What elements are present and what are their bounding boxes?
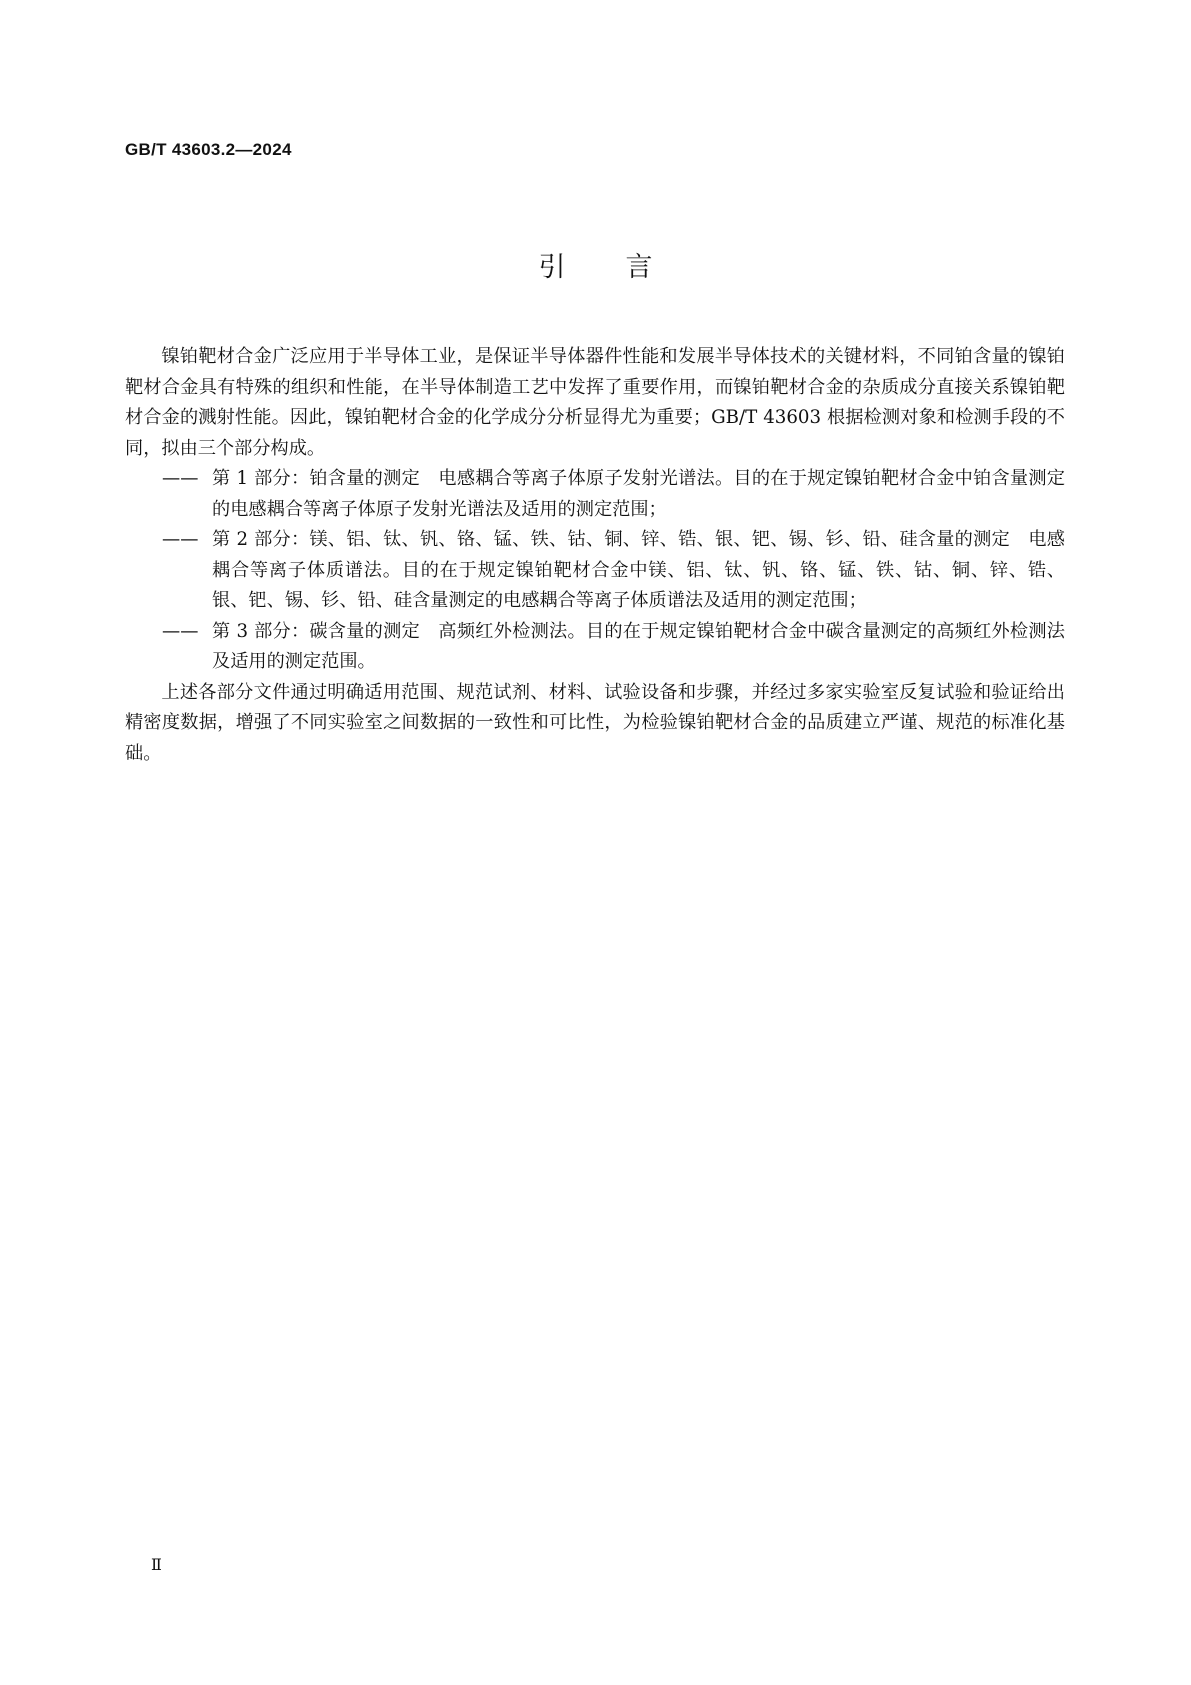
page-number: Ⅱ: [151, 1555, 162, 1574]
closing-paragraph: 上述各部分文件通过明确适用范围、规范试剂、材料、试验设备和步骤，并经过多家实验室反复试验和验证给出精密度数据，增强了不同实验室之间数据的一致性和可比性，为检验镍铂靶材合金的品质建立严谨、规范的标准化基础。: [125, 681, 1065, 764]
list-item-text: 第 1 部分：铂含量的测定 电感耦合等离子体原子发射光谱法。目的在于规定镍铂靶材合金中铂含量测定的电感耦合等离子体原子发射光谱法及适用的测定范围；: [212, 468, 1065, 520]
document-code: GB/T 43603.2—2024: [125, 140, 292, 159]
list-item-text: 第 2 部分：镁、铝、钛、钒、铬、锰、铁、钴、铜、锌、锆、银、钯、锡、钐、铅、硅含量的测定 电感耦合等离子体质谱法。目的在于规定镍铂靶材合金中镁、铝、钛、钒、铬、锰、铁、钴、铜、锌、锆、银、钯、锡、钐、铅、硅含量测定的电感耦合等离子体质谱法及适用的测定范围；: [212, 529, 1065, 611]
page-title: 引言: [538, 252, 713, 283]
list-dash: ——: [162, 620, 199, 642]
list-item-part-1: [125, 464, 1065, 525]
list-dash: ——: [162, 468, 199, 489]
intro-paragraph: 镍铂靶材合金广泛应用于半导体工业，是保证半导体器件性能和发展半导体技术的关键材料，不同铂含量的镍铂靶材合金具有特殊的组织和性能，在半导体制造工艺中发挥了重要作用，而镍铂靶材合金的杂质成分直接关系镍铂靶材合金的溅射性能。因此，镍铂靶材合金的化学成分分析显得尤为重要；GB/T 43603 根据检测对象和检测手段的不同，拟由三个部分构成。: [125, 346, 1065, 459]
list-item-part-2: [125, 525, 1065, 617]
list-dash: ——: [162, 529, 199, 550]
introduction-body: [125, 342, 1065, 769]
list-item-part-3: [125, 617, 1065, 678]
list-item-text: 第 3 部分：碳含量的测定 高频红外检测法。目的在于规定镍铂靶材合金中碳含量测定的高频红外检测法及适用的测定范围。: [212, 620, 1065, 672]
